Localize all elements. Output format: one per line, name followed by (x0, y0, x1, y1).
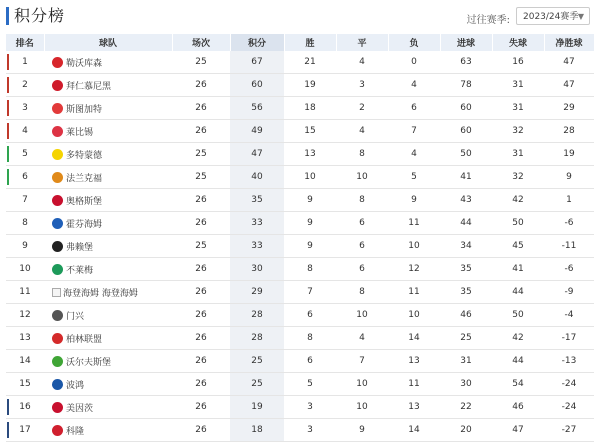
goals-against-cell: 45 (492, 235, 544, 258)
rank-cell (6, 304, 44, 327)
col-goals-for: 进球 (440, 34, 492, 51)
wins-cell: 9 (284, 189, 336, 212)
team-cell[interactable] (44, 74, 172, 97)
col-points: 积分 (230, 34, 284, 51)
goal-diff-cell: -6 (544, 258, 594, 281)
draws-cell: 7 (336, 350, 388, 373)
draws-cell: 6 (336, 212, 388, 235)
table-row[interactable] (6, 350, 594, 373)
team-logo-icon (52, 264, 63, 275)
goals-for-cell: 43 (440, 189, 492, 212)
goals-for-cell: 46 (440, 304, 492, 327)
played-cell: 26 (172, 212, 230, 235)
goal-diff-cell: -24 (544, 396, 594, 419)
draws-cell: 9 (336, 419, 388, 442)
wins-cell: 15 (284, 120, 336, 143)
rank-value: 8 (22, 218, 28, 228)
team-name: 海登海姆 (101, 288, 138, 299)
rank-cell (6, 51, 44, 74)
rank-value: 11 (19, 287, 31, 297)
rank-cell (6, 327, 44, 350)
wins-cell: 6 (284, 304, 336, 327)
goals-for-cell: 50 (440, 143, 492, 166)
zone-indicator (7, 399, 9, 415)
rank-value: 13 (19, 333, 31, 343)
table-row[interactable] (6, 212, 594, 235)
goals-for-cell: 25 (440, 327, 492, 350)
zone-indicator (7, 77, 9, 93)
team-name: 波鸿 (66, 380, 85, 391)
rank-cell (6, 235, 44, 258)
col-losses: 负 (388, 34, 440, 51)
wins-cell: 5 (284, 373, 336, 396)
team-logo-icon (52, 425, 63, 436)
rank-cell (6, 97, 44, 120)
team-logo-icon (52, 356, 63, 367)
rank-cell (6, 373, 44, 396)
goal-diff-cell: -17 (544, 327, 594, 350)
played-cell: 26 (172, 373, 230, 396)
goal-diff-cell: -9 (544, 281, 594, 304)
played-cell: 25 (172, 143, 230, 166)
goals-for-cell: 60 (440, 97, 492, 120)
col-team: 球队 (44, 34, 172, 51)
played-cell: 26 (172, 74, 230, 97)
table-row[interactable] (6, 97, 594, 120)
goals-for-cell: 22 (440, 396, 492, 419)
played-cell: 26 (172, 396, 230, 419)
draws-cell: 2 (336, 97, 388, 120)
team-name: 多特蒙德 (66, 150, 103, 161)
points-cell: 28 (230, 327, 284, 350)
wins-cell: 3 (284, 396, 336, 419)
team-logo-icon (52, 57, 63, 68)
rank-value: 2 (22, 80, 28, 90)
points-cell: 18 (230, 419, 284, 442)
table-row[interactable] (6, 281, 594, 304)
played-cell: 26 (172, 97, 230, 120)
rank-value: 15 (19, 379, 31, 389)
header (0, 0, 600, 36)
zone-indicator (7, 54, 9, 70)
goals-against-cell: 47 (492, 419, 544, 442)
col-draws: 平 (336, 34, 388, 51)
draws-cell: 4 (336, 120, 388, 143)
rank-value: 6 (22, 172, 28, 182)
wins-cell: 8 (284, 327, 336, 350)
losses-cell: 14 (388, 327, 440, 350)
draws-cell: 10 (336, 396, 388, 419)
draws-cell: 4 (336, 327, 388, 350)
goals-against-cell: 31 (492, 143, 544, 166)
points-cell: 67 (230, 51, 284, 74)
goal-diff-cell: -27 (544, 419, 594, 442)
goals-for-cell: 34 (440, 235, 492, 258)
zone-indicator (7, 422, 9, 438)
rank-cell (6, 74, 44, 97)
goals-against-cell: 32 (492, 166, 544, 189)
team-logo-icon (52, 241, 63, 252)
team-name: 弗赖堡 (66, 242, 94, 253)
goals-against-cell: 50 (492, 304, 544, 327)
rank-cell (6, 419, 44, 442)
team-name: 法兰克福 (66, 173, 103, 184)
team-logo-icon (52, 172, 63, 183)
team-name: 斯图加特 (66, 104, 103, 115)
table-row[interactable] (6, 189, 594, 212)
points-cell: 40 (230, 166, 284, 189)
goals-against-cell: 42 (492, 327, 544, 350)
team-logo-icon (52, 103, 63, 114)
col-goals-against: 失球 (492, 34, 544, 51)
points-cell: 47 (230, 143, 284, 166)
team-name: 莱比锡 (66, 127, 94, 138)
col-goal-diff: 净胜球 (544, 34, 594, 51)
goal-diff-cell: 9 (544, 166, 594, 189)
goals-against-cell: 44 (492, 350, 544, 373)
played-cell: 26 (172, 419, 230, 442)
rank-value: 1 (22, 57, 28, 67)
wins-cell: 8 (284, 258, 336, 281)
col-wins: 胜 (284, 34, 336, 51)
standings-table (6, 34, 595, 442)
table-row[interactable] (6, 74, 594, 97)
rank-cell (6, 281, 44, 304)
goals-against-cell: 31 (492, 74, 544, 97)
team-cell[interactable] (44, 212, 172, 235)
points-cell: 25 (230, 373, 284, 396)
goals-against-cell: 44 (492, 281, 544, 304)
rank-value: 14 (19, 356, 31, 366)
losses-cell: 11 (388, 212, 440, 235)
team-name: 门兴 (66, 311, 85, 322)
played-cell: 25 (172, 235, 230, 258)
draws-cell: 10 (336, 373, 388, 396)
draws-cell: 10 (336, 304, 388, 327)
team-cell[interactable] (44, 327, 172, 350)
team-cell[interactable] (44, 373, 172, 396)
wins-cell: 10 (284, 166, 336, 189)
goals-for-cell: 20 (440, 419, 492, 442)
draws-cell: 4 (336, 51, 388, 74)
chevron-down-icon: ▼ (577, 12, 584, 21)
rank-value: 10 (19, 264, 31, 274)
season-select-value: 2023/24赛季 (523, 12, 579, 22)
goal-diff-cell: -6 (544, 212, 594, 235)
team-cell[interactable] (44, 166, 172, 189)
team-cell[interactable] (44, 281, 172, 304)
team-name: 柏林联盟 (66, 334, 103, 345)
goal-diff-cell: -24 (544, 373, 594, 396)
team-cell[interactable] (44, 120, 172, 143)
goals-for-cell: 78 (440, 74, 492, 97)
points-cell: 29 (230, 281, 284, 304)
team-cell[interactable] (44, 51, 172, 74)
team-cell[interactable] (44, 304, 172, 327)
table-row[interactable] (6, 304, 594, 327)
draws-cell: 6 (336, 258, 388, 281)
rank-cell (6, 189, 44, 212)
col-played: 场次 (172, 34, 230, 51)
goal-diff-cell: 1 (544, 189, 594, 212)
losses-cell: 11 (388, 373, 440, 396)
losses-cell: 12 (388, 258, 440, 281)
losses-cell: 13 (388, 396, 440, 419)
zone-indicator (7, 123, 9, 139)
draws-cell: 6 (336, 235, 388, 258)
team-name: 勒沃库森 (66, 58, 103, 69)
played-cell: 26 (172, 350, 230, 373)
table-row[interactable] (6, 373, 594, 396)
rank-cell (6, 212, 44, 235)
season-select[interactable] (516, 7, 590, 25)
rank-cell (6, 350, 44, 373)
team-name: 霍芬海姆 (66, 219, 103, 230)
team-name: 科隆 (66, 426, 85, 437)
goals-for-cell: 63 (440, 51, 492, 74)
points-cell: 30 (230, 258, 284, 281)
points-cell: 35 (230, 189, 284, 212)
team-logo-alt: 海登海姆 (63, 288, 100, 299)
losses-cell: 0 (388, 51, 440, 74)
goals-against-cell: 54 (492, 373, 544, 396)
wins-cell: 3 (284, 419, 336, 442)
wins-cell: 13 (284, 143, 336, 166)
points-cell: 19 (230, 396, 284, 419)
goals-for-cell: 60 (440, 120, 492, 143)
losses-cell: 11 (388, 281, 440, 304)
goal-diff-cell: -11 (544, 235, 594, 258)
points-cell: 28 (230, 304, 284, 327)
goals-against-cell: 46 (492, 396, 544, 419)
goal-diff-cell: -4 (544, 304, 594, 327)
losses-cell: 10 (388, 235, 440, 258)
team-cell[interactable] (44, 189, 172, 212)
team-name: 不莱梅 (66, 265, 94, 276)
points-cell: 56 (230, 97, 284, 120)
losses-cell: 13 (388, 350, 440, 373)
points-cell: 33 (230, 212, 284, 235)
team-cell[interactable] (44, 258, 172, 281)
team-cell[interactable] (44, 235, 172, 258)
team-cell[interactable] (44, 143, 172, 166)
rank-cell (6, 396, 44, 419)
team-name: 拜仁慕尼黑 (66, 81, 112, 92)
wins-cell: 9 (284, 235, 336, 258)
table-row[interactable] (6, 396, 594, 419)
rank-value: 9 (22, 241, 28, 251)
table-header-row (6, 34, 594, 51)
points-cell: 49 (230, 120, 284, 143)
zone-indicator (7, 169, 9, 185)
goals-against-cell: 42 (492, 189, 544, 212)
zone-indicator (7, 100, 9, 116)
losses-cell: 4 (388, 74, 440, 97)
goals-for-cell: 35 (440, 281, 492, 304)
zone-indicator (7, 146, 9, 162)
rank-value: 12 (19, 310, 31, 320)
goals-against-cell: 31 (492, 97, 544, 120)
played-cell: 26 (172, 281, 230, 304)
losses-cell: 7 (388, 120, 440, 143)
team-logo-icon (52, 80, 63, 91)
goals-against-cell: 32 (492, 120, 544, 143)
draws-cell: 10 (336, 166, 388, 189)
played-cell: 25 (172, 51, 230, 74)
points-cell: 60 (230, 74, 284, 97)
losses-cell: 6 (388, 97, 440, 120)
team-cell[interactable] (44, 396, 172, 419)
rank-cell (6, 120, 44, 143)
team-name: 奥格斯堡 (66, 196, 103, 207)
losses-cell: 4 (388, 143, 440, 166)
table-row[interactable] (6, 51, 594, 74)
losses-cell: 5 (388, 166, 440, 189)
goal-diff-cell: 28 (544, 120, 594, 143)
goals-against-cell: 50 (492, 212, 544, 235)
page-title: 积分榜 (6, 7, 65, 25)
wins-cell: 18 (284, 97, 336, 120)
team-name: 美因茨 (66, 403, 94, 414)
table-row[interactable] (6, 120, 594, 143)
points-cell: 25 (230, 350, 284, 373)
season-label: 过往赛季: (466, 15, 510, 26)
goal-diff-cell: -13 (544, 350, 594, 373)
table-row[interactable] (6, 258, 594, 281)
losses-cell: 14 (388, 419, 440, 442)
team-cell[interactable] (44, 419, 172, 442)
losses-cell: 10 (388, 304, 440, 327)
points-cell: 33 (230, 235, 284, 258)
table-row[interactable] (6, 143, 594, 166)
draws-cell: 8 (336, 189, 388, 212)
goal-diff-cell: 19 (544, 143, 594, 166)
goal-diff-cell: 47 (544, 51, 594, 74)
goals-for-cell: 31 (440, 350, 492, 373)
team-logo-icon (52, 126, 63, 137)
wins-cell: 9 (284, 212, 336, 235)
goals-against-cell: 16 (492, 51, 544, 74)
rank-cell (6, 258, 44, 281)
wins-cell: 19 (284, 74, 336, 97)
team-cell[interactable] (44, 97, 172, 120)
team-logo-icon (52, 149, 63, 160)
played-cell: 25 (172, 166, 230, 189)
rank-cell (6, 143, 44, 166)
played-cell: 26 (172, 304, 230, 327)
played-cell: 26 (172, 327, 230, 350)
team-name: 沃尔夫斯堡 (66, 357, 112, 368)
goals-against-cell: 41 (492, 258, 544, 281)
rank-value: 4 (22, 126, 28, 136)
wins-cell: 7 (284, 281, 336, 304)
played-cell: 26 (172, 120, 230, 143)
team-logo-icon (52, 333, 63, 344)
goal-diff-cell: 47 (544, 74, 594, 97)
team-logo-icon (52, 379, 63, 390)
table-row[interactable] (6, 327, 594, 350)
losses-cell: 9 (388, 189, 440, 212)
team-cell[interactable] (44, 350, 172, 373)
team-logo-icon (52, 310, 63, 321)
table-row[interactable] (6, 419, 594, 442)
rank-value: 5 (22, 149, 28, 159)
rank-cell (6, 166, 44, 189)
rank-value: 17 (19, 425, 31, 435)
draws-cell: 8 (336, 281, 388, 304)
team-logo-icon (52, 218, 63, 229)
wins-cell: 21 (284, 51, 336, 74)
rank-value: 16 (19, 402, 31, 412)
team-logo-icon (52, 402, 63, 413)
goals-for-cell: 41 (440, 166, 492, 189)
team-logo-icon (52, 195, 63, 206)
goals-for-cell: 35 (440, 258, 492, 281)
rank-value: 3 (22, 103, 28, 113)
goals-for-cell: 30 (440, 373, 492, 396)
goal-diff-cell: 29 (544, 97, 594, 120)
rank-value: 7 (22, 195, 28, 205)
table-row[interactable] (6, 235, 594, 258)
wins-cell: 6 (284, 350, 336, 373)
draws-cell: 3 (336, 74, 388, 97)
played-cell: 26 (172, 258, 230, 281)
broken-image-icon (52, 288, 61, 297)
col-rank: 排名 (6, 34, 44, 51)
draws-cell: 8 (336, 143, 388, 166)
goals-for-cell: 44 (440, 212, 492, 235)
played-cell: 26 (172, 189, 230, 212)
table-row[interactable] (6, 166, 594, 189)
